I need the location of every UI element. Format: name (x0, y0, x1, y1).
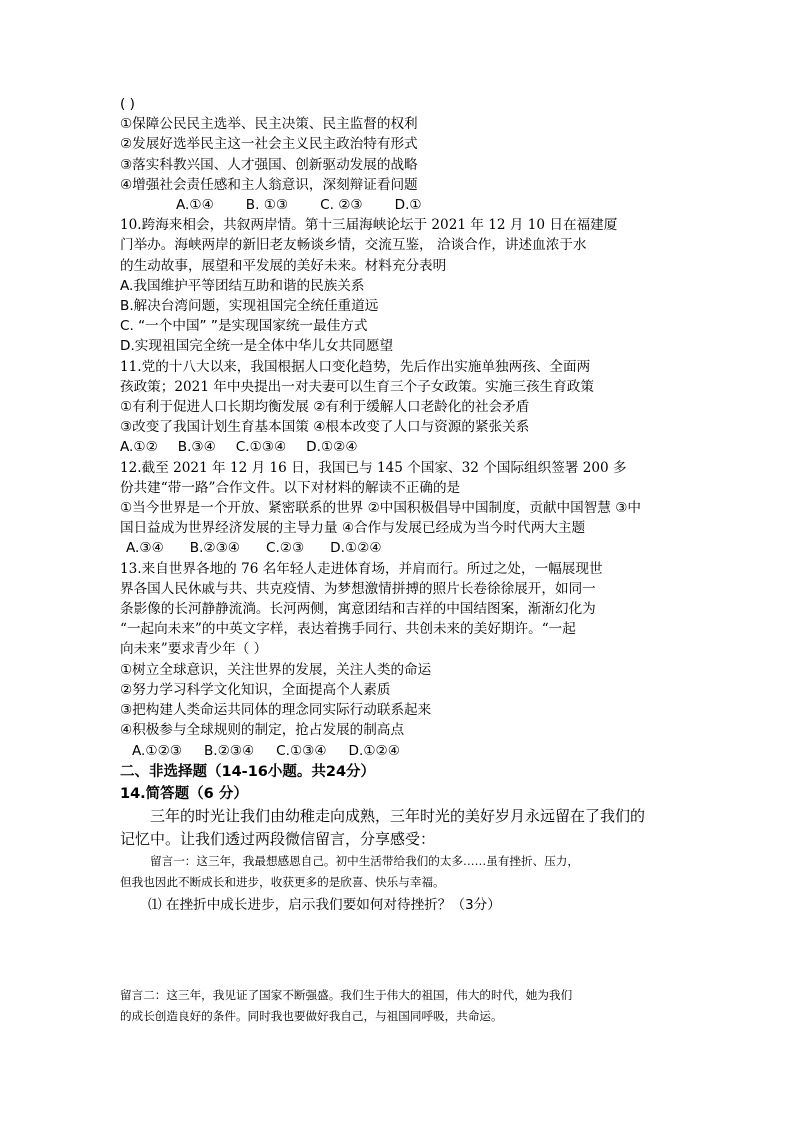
q9-item-2: ②发展好选举民主这一社会主义民主政治特有形式 (120, 136, 418, 153)
answer-space (120, 915, 680, 985)
q14-message-2-line-2: 的成长创造良好的条件。同时我也要做好我自己，与祖国同呼吸，共命运。 (120, 1008, 503, 1023)
q10-option-d: D.实现祖国完全统一是全体中华儿女共同愿望 (120, 338, 394, 355)
q10-stem-2: 门举办。海峡两岸的新旧老友畅谈乡情，交流互鉴， 洽谈合作，讲述血浓于水 (120, 237, 587, 254)
q11-items-2: ③改变了我国计划生育基本国策 ④根本改变了人口与资源的紧张关系 (120, 419, 530, 436)
q11-option-a: A.①② (120, 439, 158, 456)
q11-stem-1: 11.党的十八大以来，我国根据人口变化趋势，先后作出实施单独两孩、全面两 (120, 358, 591, 375)
q12-option-b: B.②③④ (189, 540, 240, 557)
q10-stem-1: 10.跨海来相会，共叙两岸情。第十三届海峡论坛于 2021 年 12 月 10 日在福建厦 (120, 217, 618, 234)
q13-option-a: A.①②③ (132, 742, 182, 759)
section-2-title: 二、非选择题（14-16小题。共24分） (120, 763, 376, 780)
q12-option-d: D.①②④ (330, 540, 382, 557)
q9-option-b: B. ①③ (245, 197, 289, 214)
q11-option-b: B.③④ (177, 439, 216, 456)
q12-stem-2: 份共建“带一路”合作文件。以下对材料的解读不正确的是 (120, 479, 461, 496)
q13-stem-3: 条影像的长河静静流淌。长河两侧，寓意团结和吉祥的中国结图案，渐渐幻化为 (120, 601, 596, 618)
q12-option-a: A.③④ (126, 540, 164, 557)
exam-page (120, 94, 680, 1027)
q13-options (120, 741, 680, 761)
q13-option-d: D.①②④ (348, 742, 400, 759)
q14-intro-1: 三年的时光让我们由幼稚走向成熟，三年时光的美好岁月永远留在了我们的 (150, 806, 646, 825)
q13-item-2: ②努力学习科学文化知识，全面提高个人素质 (120, 681, 391, 698)
q9-option-c: C. ②③ (320, 197, 363, 214)
q9-bracket: ( ) (120, 96, 135, 112)
q9-item-3: ③落实科教兴国、人才强国、创新驱动发展的战略 (120, 156, 418, 173)
q12-stem-1: 12.截至 2021 年 12 月 16 日，我国已与 145 个国家、32 个国际组织签署 200 多 (120, 459, 627, 476)
q12-stem-4: 国日益成为世界经济发展的主导力量 ④合作与发展已经成为当今时代两大主题 (120, 520, 586, 537)
q10-stem-3: 的生动故事，展望和平发展的美好未来。材料充分表明 (120, 257, 447, 274)
q13-stem-1: 13.来自世界各地的 76 名年轻人走进体育场，并肩而行。所过之处，一幅展现世 (120, 560, 603, 577)
q11-options (120, 437, 680, 457)
q11-option-c: C.①③④ (235, 439, 287, 456)
q13-item-3: ③把构建人类命运共同体的理念同实际行动联系起来 (120, 702, 432, 719)
q13-stem-5: 向未来”要求青少年（ ） (120, 641, 268, 658)
q13-option-b: B.②③④ (203, 742, 255, 759)
q13-stem-2: 界各国人民休戚与共、共克疫情、为梦想激情拼搏的照片长卷徐徐展开，如同一 (120, 580, 596, 597)
q14-message-2-line-1: 留言二：这三年，我见证了国家不断强盛。我们生于伟大的祖国，伟大的时代，她为我们 (120, 987, 573, 1002)
q12-option-c: C.②③ (265, 540, 305, 557)
q11-option-d: D.①②④ (306, 439, 358, 456)
q10-option-c: C. “一个中国” ”是实现国家统一最佳方式 (120, 318, 368, 335)
q12-stem-3: ①当今世界是一个开放、紧密联系的世界 ②中国积极倡导中国制度，贡献中国智慧 ③中 (120, 500, 641, 517)
q9-item-1: ①保障公民民主选举、民主决策、民主监督的权利 (120, 116, 418, 133)
q9-option-d: D.① (394, 197, 422, 214)
q10-option-b: B.解决台湾问题，实现祖国完全统任重道远 (120, 298, 379, 315)
q12-options (120, 538, 680, 558)
q10-option-a: A.我国维护平等团结互助和谐的民族关系 (120, 277, 365, 294)
q14-title: 14.简答题（6 分） (120, 785, 248, 802)
q13-option-c: C.①③④ (276, 742, 327, 759)
q11-stem-2: 孩政策；2021 年中央提出一对夫妻可以生育三个子女政策。实施三孩生育政策 (120, 378, 594, 395)
q14-message-1-line-1: 留言一：这三年，我最想感恩自己。初中生活带给我们的太多……虽有挫折、压力， (150, 853, 579, 868)
q9-option-a: A.①④ (176, 197, 214, 214)
q13-item-4: ④积极参与全球规则的制定，抢占发展的制高点 (120, 722, 405, 739)
q11-items-1: ①有利于促进人口长期均衡发展 ②有利于缓解人口老龄化的社会矛盾 (120, 399, 530, 416)
q9-item-4: ④增强社会责任感和主人翁意识，深刻辩证看问题 (120, 176, 418, 193)
q14-intro-2: 记忆中。让我们透过两段微信留言，分享感受： (120, 829, 436, 848)
q13-stem-4: “一起向未来”的中英文字样，表达着携手同行、共创未来的美好期许。“一起 (120, 621, 576, 638)
q14-message-1-line-2: 但我也因此不断成长和进步，收获更多的是欣喜、快乐与幸福。 (120, 874, 445, 889)
q13-item-1: ①树立全球意识，关注世界的发展，关注人类的命运 (120, 661, 432, 678)
q14-subquestion-1: ⑴ 在挫折中成长进步，启示我们要如何对待挫折？（3分） (148, 896, 501, 913)
q9-options (120, 195, 680, 215)
